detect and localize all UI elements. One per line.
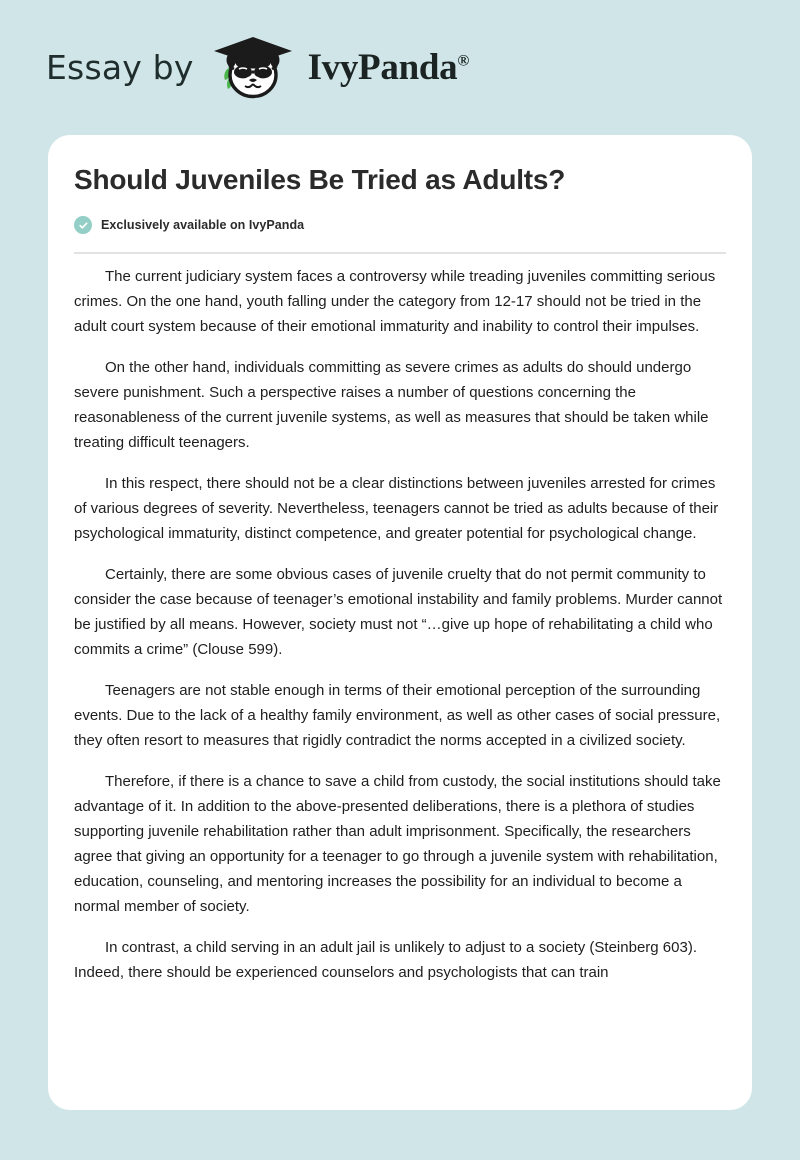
essay-paragraph: Therefore, if there is a chance to save a child from custody, the social institutions should take advantage of it. In addition to the above-presented deliberations, there is a plethora of studies supporting juvenile rehabilitation rather than adult imprisonment. Specifically, the researchers agree that giving an opportunity for a teenager to go through a juvenile system with rehabilitation, education, counseling, and mentoring increases the possibility for an individual to become a normal member of society. bbox=[74, 773, 721, 915]
essay-paragraph: In contrast, a child serving in an adult jail is unlikely to adjust to a society (Steinberg 603). Indeed, there should be experienced counselors and psychologists that can train bbox=[74, 939, 697, 981]
page-title: Should Juveniles Be Tried as Adults? bbox=[74, 164, 566, 195]
panda-graduate-logo-icon bbox=[208, 33, 294, 103]
essay-paragraph: The current judiciary system faces a controversy while treading juveniles committing serious crimes. On the one hand, youth falling under the category from 12-17 should not be tried in the adult court system because of their emotional immaturity and inability to control their impulses. bbox=[74, 268, 716, 335]
essay-body bbox=[74, 264, 726, 985]
essay-by-label: Essay by bbox=[46, 48, 194, 87]
brand-lockup[interactable] bbox=[46, 33, 469, 103]
header-divider bbox=[74, 252, 726, 254]
brand-name-text: IvyPanda bbox=[307, 47, 458, 88]
check-circle-icon bbox=[74, 216, 92, 234]
registered-trademark-symbol: ® bbox=[457, 52, 469, 70]
essay-paragraph: Certainly, there are some obvious cases of juvenile cruelty that do not permit community to consider the case because of teenager’s emotional instability and family problems. Murder cannot be justified by all means. However, society must not “…give up hope of rehabilitating a child who commits a crime” (Clouse 599). bbox=[74, 566, 723, 658]
brand-wordmark bbox=[308, 49, 469, 86]
essay-paragraph: On the other hand, individuals committing as severe crimes as adults do should undergo severe punishment. Such a perspective raises a number of questions concerning the reasonableness of the current juvenile systems, as well as measures that should be taken while treating difficult teenagers. bbox=[74, 359, 709, 451]
availability-badge bbox=[74, 216, 726, 234]
page-header bbox=[0, 0, 800, 135]
essay-paragraph: In this respect, there should not be a clear distinctions between juveniles arrested for crimes of various degrees of severity. Nevertheless, teenagers cannot be tried as adults because of their psychological immaturity, distinct competence, and greater potential for psychological change. bbox=[74, 475, 719, 542]
essay-card bbox=[48, 135, 752, 1110]
essay-paragraph: Teenagers are not stable enough in terms of their emotional perception of the surrounding events. Due to the lack of a healthy family environment, as well as other cases of social pressure, they often resort to measures that rigidly contradict the norms accepted in a civilized society. bbox=[74, 682, 721, 749]
availability-label: Exclusively available on IvyPanda bbox=[101, 218, 305, 232]
